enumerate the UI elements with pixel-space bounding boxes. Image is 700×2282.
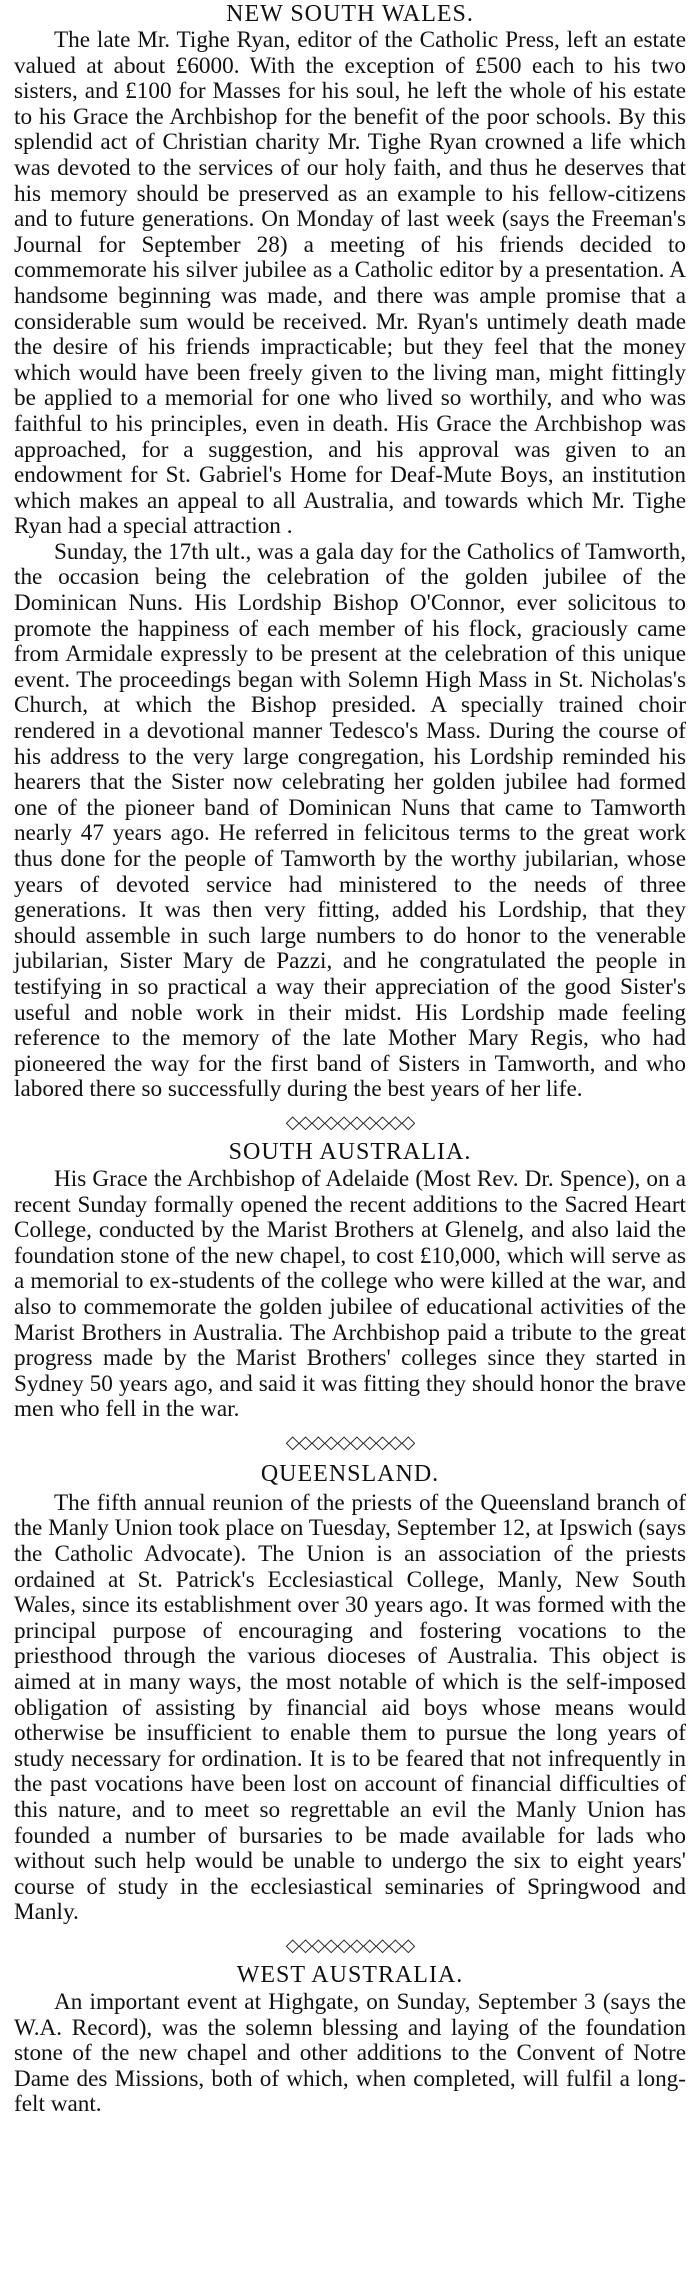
nsw-paragraph-1: The late Mr. Tighe Ryan, editor of the Catholic Press, left an estate valued at about £6000. With the exception of £500 each to his two sisters, and £100 for Masses for his soul, he left the whole of his estate to his Grace the Archbishop for the benefit of the poor schools. By this splendid act of Christian charity Mr. Tighe Ryan crowned a life which was devoted to the services of our holy faith, and thus he deserves that his memory should be preserved as an example to his fellow-citizens and to future generations. On Monday of last week (says the Freeman's Journal for September 28) a meeting of his friends decided to commemorate his silver jubilee as a Catholic editor by a presentation. A handsome beginning was made, and there was ample promise that a considerable sum would be received. Mr. Ryan's untimely death made the desire of his friends impracticable; but they feel that the money which would have been freely given to the living man, might fittingly be applied to a memorial for one who lived so worthily, and who was faithful to his principles, even in death. His Grace the Archbishop was approached, for a suggestion, and his approval was given to an endowment for St. Gabriel's Home for Deaf-Mute Boys, an institution which makes an appeal to all Australia, and towards which Mr. Tighe Ryan had a special attraction . [14,27,686,540]
wa-paragraph-1: An important event at Highgate, on Sunday, September 3 (says the W.A. Record), was the solemn blessing and laying of the foundation stone of the new chapel and other additions to the Convent of Notre Dame des Missions, both of which, when completed, will fulfil a long-felt want. [14,1988,686,2118]
ornamental-divider: ◇◇◇◇◇◇◇◇◇◇ [285,1111,415,1132]
nsw-paragraph-2: Sunday, the 17th ult., was a gala day for the Catholics of Tamworth, the occasion being the celebration of the golden jubilee of the Dominican Nuns. His Lordship Bishop O'Connor, ever solicitous to promote the happiness of each member of his flock, graciously came from Armidale expressly to be present at the celebration of this unique event. The proceedings began with Solemn High Mass in St. Nicholas's Church, at which the Bishop presided. A specially trained choir rendered in a devotional manner Tedesco's Mass. During the course of his address to the very large congregation, his Lordship reminded his hearers that the Sister now celebrating her golden jubilee had formed one of the pioneer band of Dominican Nuns that came to Tamworth nearly 47 years ago. He referred in felicitous terms to the great work thus done for the people of Tamworth by the worthy jubilarian, whose years of devoted service had ministered to the needs of three generations. It was then very fitting, added his Lordship, that they should assemble in such large numbers to do honor to the venerable jubilarian, Sister Mary de Pazzi, and he congratulated the people in testifying in so practical a way their appreciation of the good Sister's useful and noble work in their midst. His Lordship made feeling reference to the memory of the late Mother Mary Regis, who had pioneered the way for the first band of Sisters in Tamworth, and who labored there so successfully during the best years of her life. [14,538,686,1103]
section-heading-queensland: QUEENSLAND. [260,1460,440,1487]
section-heading-new-south-wales: NEW SOUTH WALES. [226,1,474,27]
section-heading-west-australia: WEST AUSTRALIA. [236,1961,464,1988]
ornamental-divider: ◇◇◇◇◇◇◇◇◇◇ [285,1934,415,1955]
ornamental-divider: ◇◇◇◇◇◇◇◇◇◇ [285,1431,415,1452]
sa-paragraph-1: His Grace the Archbishop of Adelaide (Most Rev. Dr. Spence), on a recent Sunday formally opened the recent additions to the Sacred Heart College, conducted by the Marist Brothers at Glenelg, and also laid the foundation stone of the new chapel, to cost £10,000, which will serve as a memorial to ex-students of the college who were killed at the war, and also to commemorate the golden jubilee of educational activities of the Marist Brothers in Australia. The Archbishop paid a tribute to the great progress made by the Marist Brothers' colleges since they started in Sydney 50 years ago, and said it was fitting they should honor the brave men who fell in the war. [14,1165,686,1423]
section-heading-south-australia: SOUTH AUSTRALIA. [228,1138,472,1165]
qld-paragraph-1: The fifth annual reunion of the priests of the Queensland branch of the Manly Union took place on Tuesday, September 12, at Ipswich (says the Catholic Advocate). The Union is an association of the priests ordained at St. Patrick's Ecclesiastical College, Manly, New South Wales, since its establishment over 30 years ago. It was formed with the principal purpose of encouraging and fostering vocations to the priesthood through the various dioceses of Australia. This object is aimed at in many ways, the most notable of which is the self-imposed obligation of assisting by financial aid boys whose means would otherwise be insufficient to enable them to pursue the long years of study necessary for ordination. It is to be feared that not infrequently in the past vocations have been lost on account of financial difficulties of this nature, and to meet so regrettable an evil the Manly Union has founded a number of bursaries to be made available for lads who without such help would be unable to undergo the six to eight years' course of study in the ecclesiastical seminaries of Springwood and Manly. [14,1489,686,1926]
